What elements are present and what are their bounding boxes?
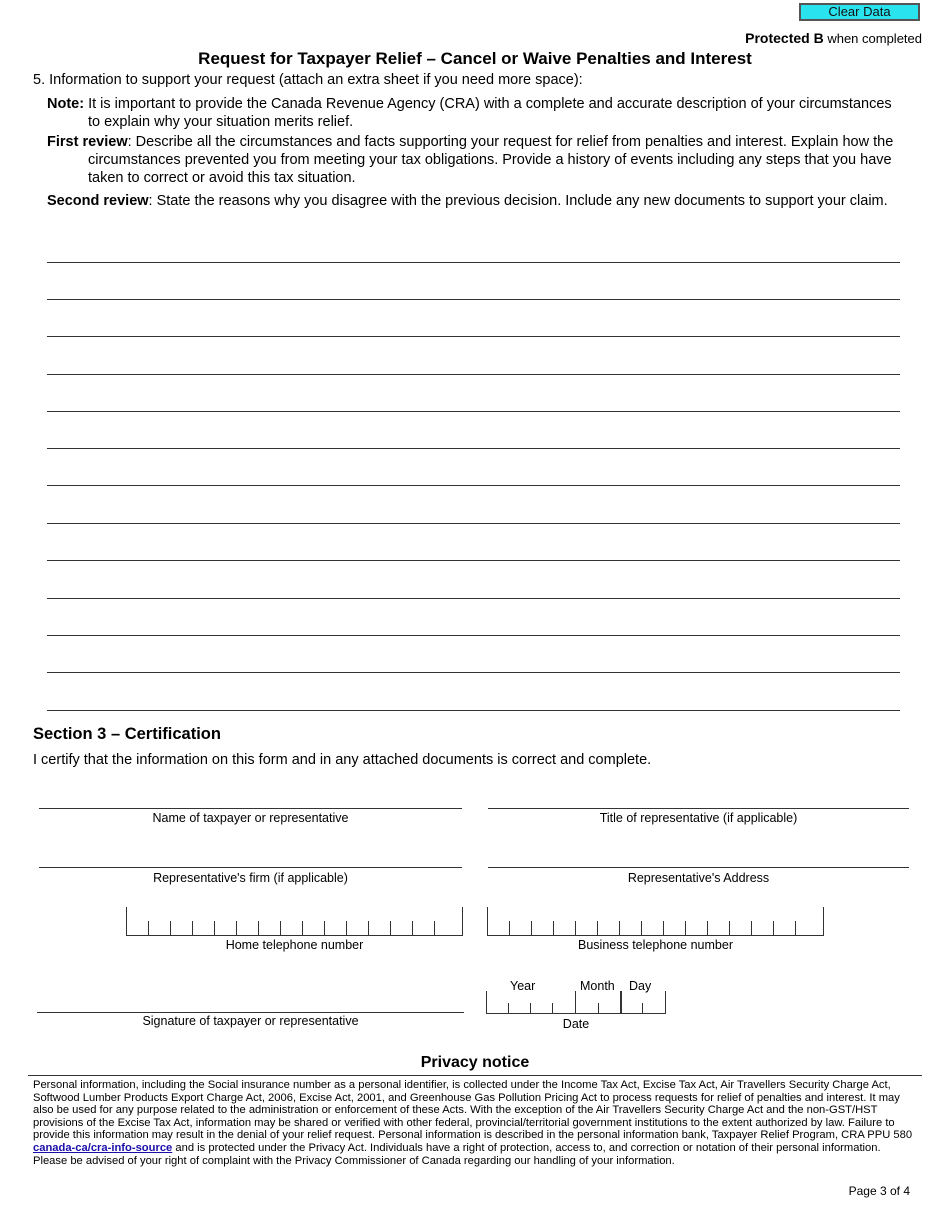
- privacy-text-part2: and is protected under the Privacy Act. Individuals have a right of protection, access to, and correction or notation of their personal information. Please be advised of your right of complaint with the Privacy Commissioner of Canada regarding our handling of your information.: [33, 1141, 881, 1167]
- protected-b-notice: [745, 30, 922, 46]
- writing-line[interactable]: [47, 635, 900, 636]
- form-title: Request for Taxpayer Relief – Cancel or Waive Penalties and Interest: [198, 49, 752, 68]
- writing-line[interactable]: [47, 560, 900, 561]
- business-telephone-label: Business telephone number: [578, 938, 733, 952]
- note-label: Note:: [47, 96, 85, 112]
- second-review-label: Second review: [47, 193, 149, 209]
- first-review-paragraph: [0, 133, 900, 187]
- taxpayer-name-field[interactable]: [39, 808, 462, 809]
- writing-line[interactable]: [47, 448, 900, 449]
- writing-line[interactable]: [47, 710, 900, 711]
- writing-line[interactable]: [47, 336, 900, 337]
- representative-firm-label: Representative's firm (if applicable): [153, 871, 348, 885]
- year-label: Year: [510, 979, 536, 993]
- certification-statement: I certify that the information on this form and in any attached documents is correct and complete.: [33, 752, 652, 768]
- representative-title-label: Title of representative (if applicable): [599, 811, 798, 825]
- section-5-heading: 5. Information to support your request (attach an extra sheet if you need more space):: [33, 72, 583, 88]
- signature-field[interactable]: [37, 1012, 464, 1013]
- day-label: Day: [629, 979, 652, 993]
- home-telephone-label: Home telephone number: [225, 938, 364, 952]
- date-input[interactable]: [486, 991, 666, 1015]
- writing-line[interactable]: [47, 262, 900, 263]
- writing-line[interactable]: [47, 523, 900, 524]
- note-paragraph: [0, 95, 900, 131]
- taxpayer-name-label: Name of taxpayer or representative: [152, 811, 349, 825]
- month-label: Month: [580, 979, 615, 993]
- first-review-label: First review: [47, 134, 128, 150]
- business-telephone-input[interactable]: [487, 907, 824, 936]
- privacy-divider: [28, 1075, 922, 1076]
- writing-line[interactable]: [47, 299, 900, 300]
- signature-label: Signature of taxpayer or representative: [142, 1014, 359, 1028]
- note-text: It is important to provide the Canada Revenue Agency (CRA) with a complete and accurate description of your circumstances to explain why your situation merits relief.: [84, 96, 892, 130]
- second-review-paragraph: [47, 193, 888, 209]
- writing-line[interactable]: [47, 485, 900, 486]
- date-label: Date: [562, 1017, 590, 1031]
- protected-suffix: when completed: [823, 31, 922, 46]
- writing-line[interactable]: [47, 374, 900, 375]
- second-review-text: : State the reasons why you disagree with the previous decision. Include any new documents to support your claim.: [148, 193, 888, 209]
- home-telephone-input[interactable]: [126, 907, 463, 936]
- protected-b-label: Protected B: [745, 30, 824, 46]
- first-review-text: : Describe all the circumstances and facts supporting your request for relief from penalties and interest. Explain how the circumstances prevented you from meeting your tax obligations. Provide a history of events including any steps that you have taken to correct or avoid this tax situation.: [88, 134, 894, 186]
- writing-line[interactable]: [47, 672, 900, 673]
- representative-firm-field[interactable]: [39, 867, 462, 868]
- representative-address-field[interactable]: [488, 867, 909, 868]
- representative-address-label: Representative's Address: [627, 871, 770, 885]
- section-3-heading: Section 3 – Certification: [33, 725, 221, 743]
- writing-line[interactable]: [47, 598, 900, 599]
- privacy-text-part1: Personal information, including the Social insurance number as a personal identifier, is collected under the Income Tax Act, Excise Tax Act, Air Travellers Security Charge Act, Softwood Lumber Products Export Charge Act, 2006, Excise Act, 2001, and Greenhouse Gas Pollution Pricing Act to process requests for relief of penalties and interest. It may also be used for any purpose related to the administration or enforcement of these Acts. With the exception of the Air Travellers Security Charge Act and the non-GST/HST provisions of the Excise Tax Act, information may be shared or verified with other federal, provincial/territorial government institutions to the extent authorized by law. Failure to provide this information may result in the denial of your relief request. Personal information is described in the personal information bank, Taxpayer Relief Program, CRA PPU 580: [33, 1079, 913, 1142]
- privacy-notice-title: Privacy notice: [420, 1054, 530, 1071]
- page-number: Page 3 of 4: [848, 1184, 910, 1198]
- writing-line[interactable]: [47, 411, 900, 412]
- representative-title-field[interactable]: [488, 808, 909, 809]
- privacy-notice-text: [33, 1079, 917, 1167]
- clear-data-button[interactable]: Clear Data: [799, 3, 920, 21]
- cra-info-source-link[interactable]: canada-ca/cra-info-source: [33, 1141, 173, 1154]
